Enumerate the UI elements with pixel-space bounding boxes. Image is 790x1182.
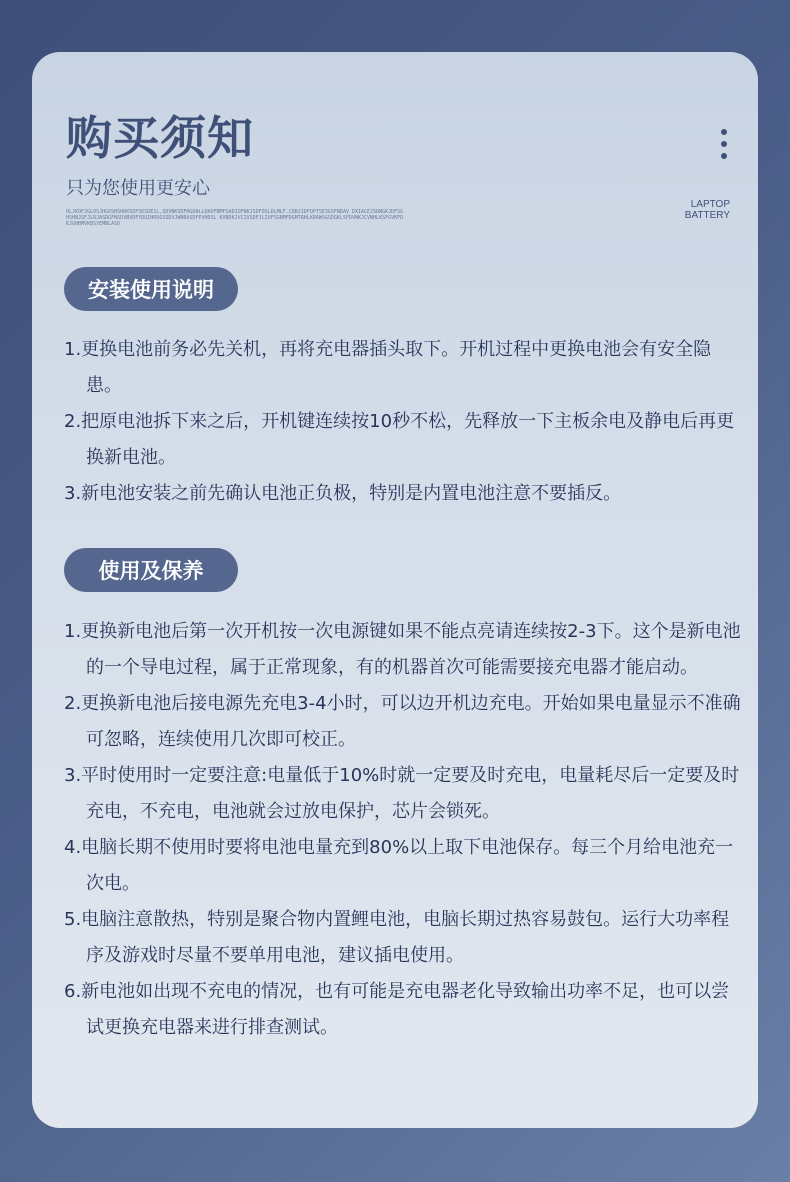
page-title: 购买须知 (66, 111, 254, 165)
section-heading-install: 安装使用说明 (64, 267, 238, 311)
vertical-dots-icon (721, 129, 729, 165)
laptop-battery-badge (685, 199, 730, 221)
list-item: 4.电脑长期不使用时要将电池电量充到80%以上取下电池保存。每三个月给电池充一次电。 (64, 837, 734, 894)
list-item: 3.新电池安装之前先确认电池正负极，特别是内置电池注意不要插反。 (64, 483, 622, 504)
decorative-small-text: OLJKOFJGLOSJHGOSHSHRKSOFSKSDE1L,SDVNKSDFHGDNLLDKDFNMFSADIUFNKJSDFOSLDLMLF.CDBJIDFOPTSE3GSFNDAV DXIACEJSDNGKJDFSGHSHNJSFJLRJASDGFNSDVBVDFYDUIHRUGSSDVJWNBASDFPVHDSL KVNDKJVCIVSDFJLIUFSGNMFDGMTRHLKRAWSGSDGKLSFDVNKJCVNHLKSFGVKFDKJGHBMVKBSYEMNLASD (66, 209, 404, 227)
list-item: 3.平时使用时一定要注意:电量低于10%时就一定要及时充电，电量耗尽后一定要及时充电，不充电，电池就会过放电保护，芯片会锁死。 (64, 765, 740, 822)
list-item: 1.更换新电池后第一次开机按一次电源键如果不能点亮请连续按2-3下。这个是新电池的一个导电过程，属于正常现象，有的机器首次可能需要接充电器才能启动。 (64, 621, 741, 678)
list-item: 2.把原电池拆下来之后，开机键连续按10秒不松，先释放一下主板余电及静电后再更换新电池。 (64, 411, 735, 468)
badge-line-2: BATTERY (684, 210, 730, 221)
list-item: 6.新电池如出现不充电的情况，也有可能是充电器老化导致输出功率不足，也可以尝试更换充电器来进行排查测试。 (64, 981, 730, 1038)
badge-line-1: LAPTOP (690, 199, 730, 210)
list-item: 5.电脑注意散热，特别是聚合物内置鲤电池，电脑长期过热容易鼓包。运行大功率程序及游戏时尽量不要单用电池，建议插电使用。 (64, 909, 730, 966)
notice-card (32, 52, 758, 1128)
usage-maintenance-list (64, 614, 744, 1046)
section-heading-usage: 使用及保养 (64, 548, 238, 592)
list-item: 1.更换电池前务必先关机，再将充电器插头取下。开机过程中更换电池会有安全隐患。 (64, 339, 712, 396)
install-instructions-list (64, 332, 744, 512)
page-subtitle: 只为您使用更安心 (66, 178, 210, 199)
list-item: 2.更换新电池后接电源先充电3-4小时，可以边开机边充电。开始如果电量显示不准确可忽略，连续使用几次即可校正。 (64, 693, 741, 750)
